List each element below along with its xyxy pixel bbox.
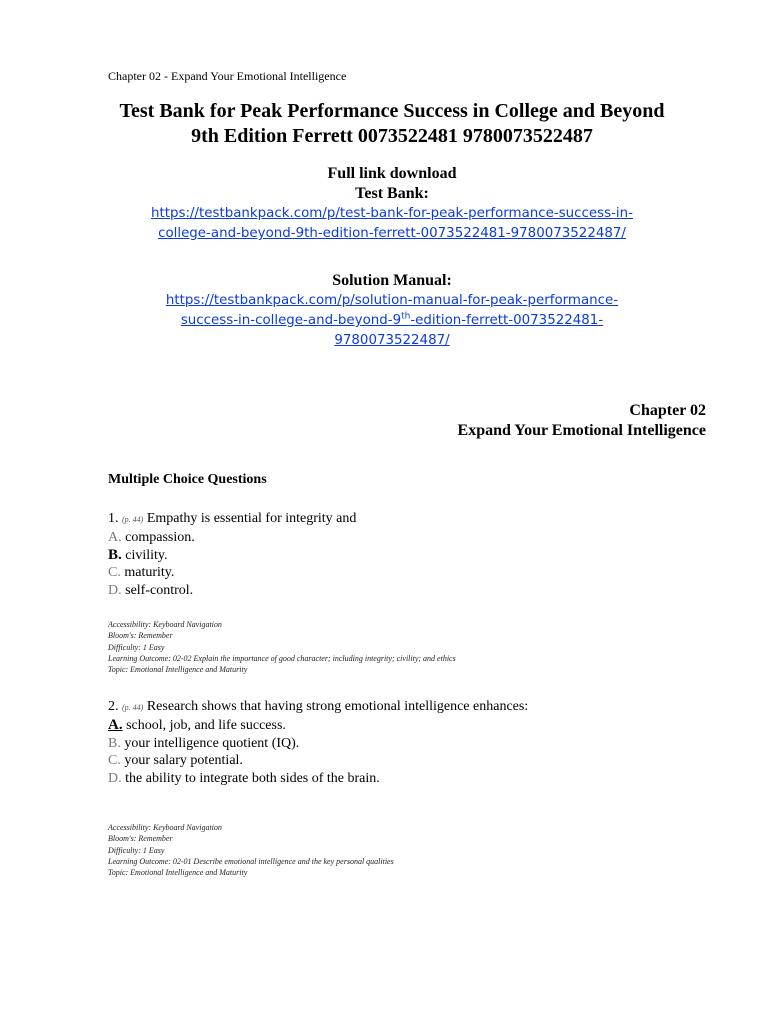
option-text: self-control.	[125, 583, 194, 599]
question-2	[108, 698, 528, 788]
meta-difficulty: Difficulty: 1 Easy	[108, 642, 165, 652]
full-link-heading: Full link download	[327, 165, 457, 182]
test-bank-label: Test Bank:	[355, 185, 429, 202]
option-text: maturity.	[124, 565, 175, 581]
document-title	[60, 99, 724, 149]
solution-manual-section	[60, 271, 724, 351]
solution-link-superscript[interactable]: th	[401, 311, 411, 322]
section-heading: Multiple Choice Questions	[108, 472, 267, 487]
option-text: your salary potential.	[124, 753, 243, 769]
option-text: civility.	[125, 547, 168, 563]
solution-link-line-1[interactable]: https://testbankpack.com/p/solution-manual-for-peak-performance-	[165, 293, 619, 308]
page-reference: (p. 44)	[122, 515, 144, 524]
chapter-name: Expand Your Emotional Intelligence	[457, 422, 706, 439]
option-letter: C.	[108, 565, 121, 581]
solution-link-line-2-end[interactable]: -edition-ferrett-0073522481-	[410, 313, 604, 328]
option-letter: D.	[108, 583, 122, 599]
meta-accessibility: Accessibility: Keyboard Navigation	[108, 620, 222, 629]
correct-option-letter: A.	[108, 716, 123, 733]
question-2-metadata	[108, 822, 394, 878]
question-1	[108, 510, 356, 600]
title-line-2: 9th Edition Ferrett 0073522481 9780073522487	[191, 125, 593, 147]
solution-link-line-2-start[interactable]: success-in-college-and-beyond-9	[180, 313, 402, 328]
option-text: compassion.	[125, 529, 195, 545]
option-a	[108, 529, 356, 547]
question-stem	[108, 510, 356, 529]
solution-link-line-3[interactable]: 9780073522487/	[334, 333, 450, 348]
question-1-metadata	[108, 619, 456, 675]
solution-manual-label: Solution Manual:	[332, 272, 452, 289]
question-number: 2.	[108, 699, 119, 714]
running-header: Chapter 02 - Expand Your Emotional Intelligence	[108, 69, 347, 83]
meta-topic: Topic: Emotional Intelligence and Maturity	[108, 665, 248, 675]
meta-topic: Topic: Emotional Intelligence and Maturity	[108, 868, 248, 878]
solution-manual-link[interactable]	[60, 291, 724, 351]
option-letter: D.	[108, 771, 122, 787]
option-c	[108, 564, 356, 582]
option-letter: B.	[108, 735, 121, 751]
full-link-section	[60, 164, 724, 244]
title-line-1: Test Bank for Peak Performance Success in College and Beyond	[119, 100, 665, 122]
test-bank-link-line-2[interactable]: college-and-beyond-9th-edition-ferrett-0073522481-9780073522487/	[158, 226, 626, 241]
option-d	[108, 770, 528, 788]
meta-difficulty: Difficulty: 1 Easy	[108, 845, 165, 855]
option-letter: C.	[108, 753, 121, 769]
test-bank-link-line-1[interactable]: https://testbankpack.com/p/test-bank-for-peak-performance-success-in-	[151, 206, 633, 221]
option-text: the ability to integrate both sides of the brain.	[125, 771, 380, 787]
test-bank-link[interactable]	[60, 204, 724, 244]
question-number: 1.	[108, 511, 119, 526]
chapter-number: Chapter 02	[629, 402, 706, 419]
option-text: school, job, and life success.	[126, 717, 286, 733]
option-d	[108, 582, 356, 600]
option-letter: A.	[108, 529, 122, 545]
option-b	[108, 735, 528, 753]
question-text: Research shows that having strong emotional intelligence enhances:	[146, 699, 529, 714]
meta-blooms: Bloom's: Remember	[108, 834, 173, 844]
meta-learning-outcome: Learning Outcome: 02-01 Describe emotional intelligence and the key personal qualities	[108, 856, 394, 866]
option-b-correct	[108, 547, 356, 565]
chapter-heading	[458, 401, 706, 441]
option-c	[108, 752, 528, 770]
meta-accessibility: Accessibility: Keyboard Navigation	[108, 823, 222, 832]
correct-option-letter: B.	[108, 546, 122, 563]
meta-learning-outcome: Learning Outcome: 02-02 Explain the importance of good character; including integrity; civility; and ethics	[108, 653, 456, 663]
option-a-correct	[108, 717, 528, 735]
meta-blooms: Bloom's: Remember	[108, 631, 173, 641]
option-text: your intelligence quotient (IQ).	[124, 735, 300, 751]
question-stem	[108, 698, 528, 717]
question-text: Empathy is essential for integrity and	[146, 511, 357, 526]
page-reference: (p. 44)	[122, 703, 144, 712]
